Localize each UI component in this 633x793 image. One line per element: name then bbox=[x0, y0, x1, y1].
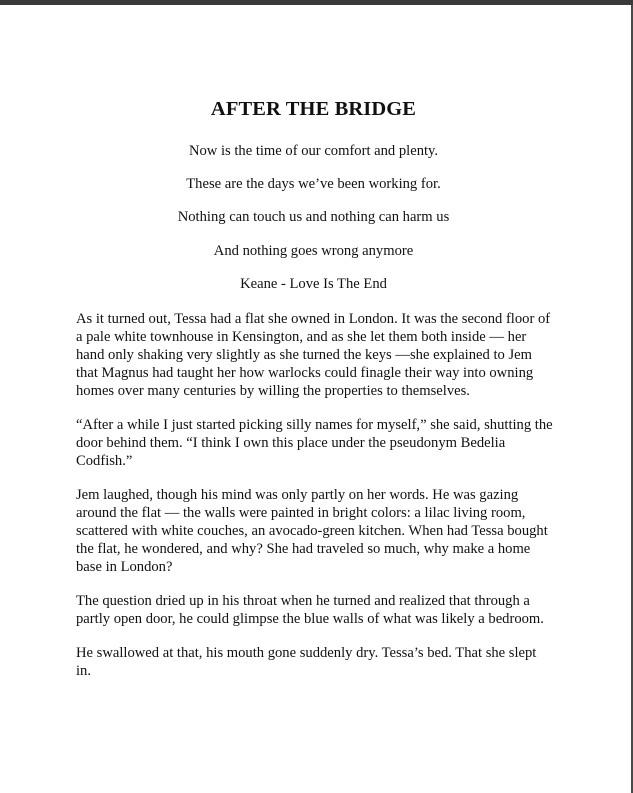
epigraph-line-3: Nothing can touch us and nothing can harm us bbox=[177, 209, 450, 225]
epigraph-attribution: Keane - Love Is The End bbox=[240, 276, 387, 292]
epigraph-line-2: These are the days we’ve been working for. bbox=[186, 176, 441, 192]
body-paragraph-2: “After a while I just started picking silly names for myself,” she said, shutting the door behind them. “I think I own this place under the pseudonym Bedelia Codfish.” bbox=[76, 417, 553, 469]
document-page bbox=[0, 5, 631, 793]
body-paragraph-5: He swallowed at that, his mouth gone suddenly dry. Tessa’s bed. That she slept in. bbox=[76, 645, 537, 679]
epigraph-line-1: Now is the time of our comfort and plenty. bbox=[188, 143, 439, 159]
body-paragraph-3: Jem laughed, though his mind was only partly on her words. He was gazing around the flat — the walls were painted in bright colors: a lilac living room, scattered with white couches, an avocado-green kitchen. When had Tessa bought the flat, he wondered, and why? She had traveled so much, why make a home base in London? bbox=[76, 487, 548, 575]
body-paragraph-4: The question dried up in his throat when he turned and realized that through a partly open door, he could glimpse the blue walls of what was likely a bedroom. bbox=[76, 593, 544, 627]
chapter-body bbox=[76, 310, 554, 696]
body-paragraph-1: As it turned out, Tessa had a flat she owned in London. It was the second floor of a pale white townhouse in Kensington, and as she let them both inside — her hand only shaking very slightly as she turned the keys —she explained to Jem that Magnus had taught her how warlocks could finagle their way into owning homes over many centuries by willing the properties to themselves. bbox=[76, 311, 551, 399]
chapter-title: AFTER THE BRIDGE bbox=[210, 98, 417, 120]
epigraph-line-4: And nothing goes wrong anymore bbox=[213, 243, 414, 259]
